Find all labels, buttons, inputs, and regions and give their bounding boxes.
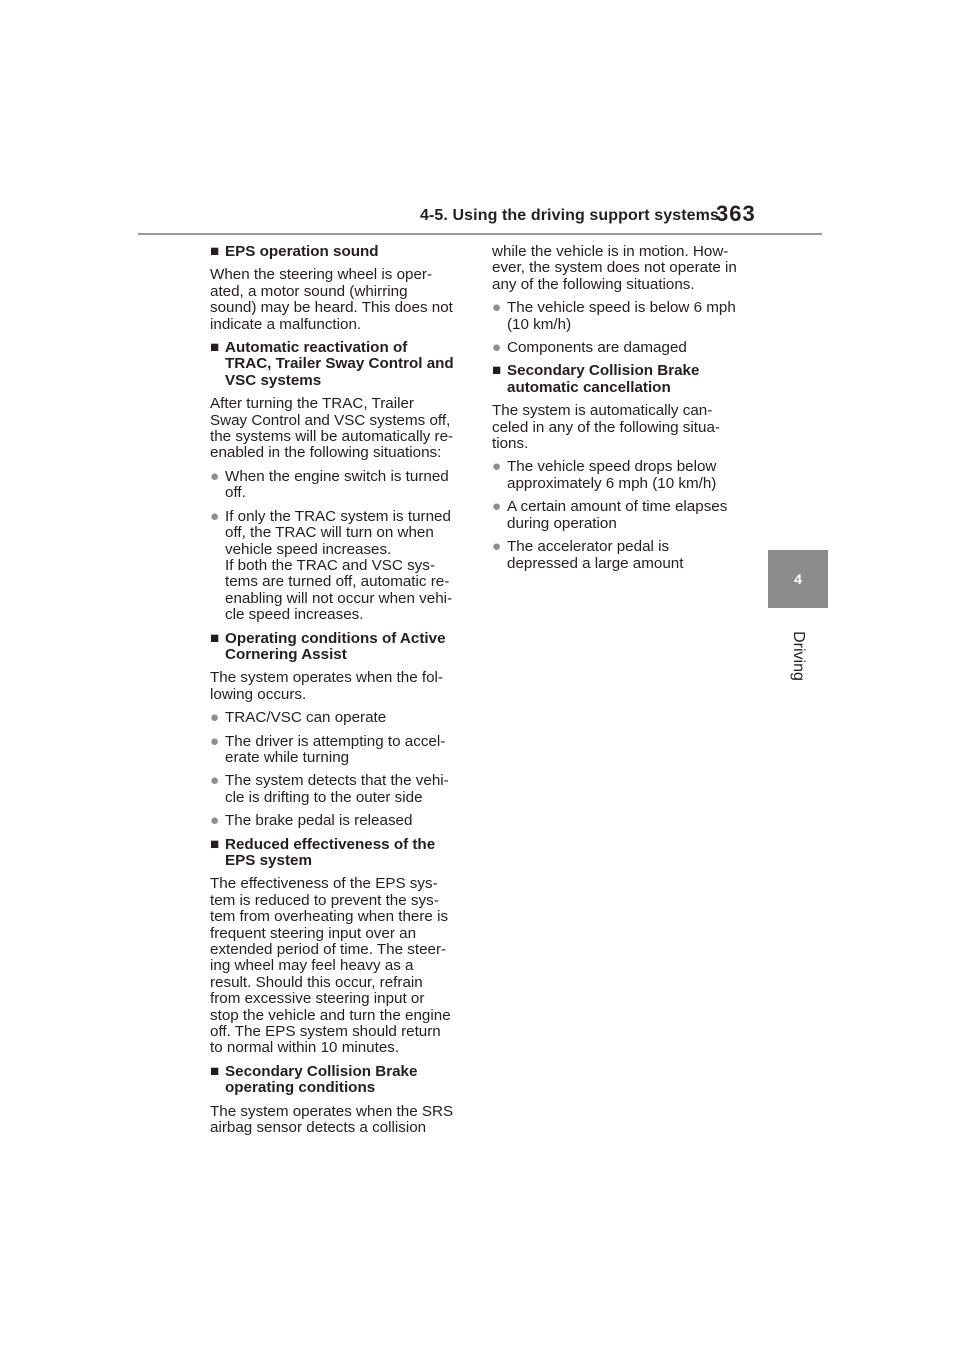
bullet-dot-icon: ● bbox=[492, 458, 502, 476]
bullet-dot-icon: ● bbox=[210, 467, 220, 485]
heading-automatic-reactivation: ■ Automatic reactivation of TRAC, Trailer Sway Control and VSC systems bbox=[210, 339, 454, 389]
list-item: ● TRAC/VSC can operate bbox=[210, 709, 387, 727]
list-item: ● Components are damaged bbox=[492, 339, 687, 357]
paragraph-secondary-collision-brake: The system operates when the SRS airbag sensor detects a collision bbox=[210, 1102, 454, 1137]
bullet-dot-icon: ● bbox=[492, 538, 502, 556]
heading-active-cornering-assist: ■ Operating conditions of Active Cornering Assist bbox=[210, 629, 446, 663]
bullet-dot-icon: ● bbox=[210, 772, 220, 790]
chapter-number: 4 bbox=[794, 571, 802, 587]
paragraph-reduced-effectiveness: The effectiveness of the EPS sys- tem is reduced to prevent the sys- tem from overheating when there is frequent steering input over an extended period of time. The steer- ing wheel may feel heavy as a result. Should this occur, refrain from excessive steering input or stop the vehicle and turn the engine off. The EPS system should return to normal within 10 minutes. bbox=[210, 875, 451, 1057]
paragraph-cancellation: The system is automatically can- celed in any of the following situa- tions. bbox=[492, 402, 720, 453]
heading-secondary-collision-brake-cancellation: ■ Secondary Collision Brake automatic cancellation bbox=[492, 362, 700, 396]
bullet-dot-icon: ● bbox=[492, 339, 502, 357]
bullet-dot-icon: ● bbox=[210, 709, 220, 727]
paragraph-continued: while the vehicle is in motion. How- ever, the system does not operate in any of the following situations. bbox=[492, 243, 737, 293]
list-item: ● If only the TRAC system is turned off, the TRAC will turn on when vehicle speed increases. If both the TRAC and VSC sys- tems are turned off, automatic re- enabling will not occur when vehi- cle speed increases. bbox=[210, 507, 453, 624]
bullet-dot-icon: ● bbox=[492, 498, 502, 516]
list-item: ● The system detects that the vehi- cle is drifting to the outer side bbox=[210, 772, 449, 806]
heading-square-icon: ■ bbox=[210, 835, 220, 853]
chapter-label: Driving bbox=[790, 631, 807, 681]
page-number: 363 bbox=[716, 201, 756, 226]
bullet-dot-icon: ● bbox=[210, 507, 220, 525]
list-item: ● A certain amount of time elapses during operation bbox=[492, 498, 728, 532]
bullet-dot-icon: ● bbox=[492, 299, 502, 317]
right-column bbox=[492, 244, 754, 579]
heading-square-icon: ■ bbox=[492, 362, 502, 380]
heading-square-icon: ■ bbox=[210, 1062, 220, 1080]
list-item: ● The brake pedal is released bbox=[210, 812, 413, 830]
heading-eps-operation-sound: ■ EPS operation sound bbox=[210, 243, 379, 260]
heading-square-icon: ■ bbox=[210, 339, 220, 357]
heading-square-icon: ■ bbox=[210, 243, 220, 260]
paragraph-eps-sound: When the steering wheel is oper- ated, a motor sound (whirring sound) may be heard. This does not indicate a malfunction. bbox=[210, 266, 453, 333]
paragraph-cornering-assist: The system operates when the fol- lowing occurs. bbox=[210, 669, 443, 703]
list-item: ● When the engine switch is turned off. bbox=[210, 467, 449, 502]
list-item: ● The vehicle speed is below 6 mph (10 km/h) bbox=[492, 299, 736, 333]
heading-secondary-collision-brake-operating: ■ Secondary Collision Brake operating conditions bbox=[210, 1062, 418, 1097]
heading-reduced-effectiveness: ■ Reduced effectiveness of the EPS system bbox=[210, 835, 436, 869]
list-item: ● The accelerator pedal is depressed a large amount bbox=[492, 538, 684, 572]
bullet-dot-icon: ● bbox=[210, 732, 220, 750]
bullet-dot-icon: ● bbox=[210, 812, 220, 830]
left-column bbox=[210, 244, 472, 1144]
header-rule bbox=[138, 233, 822, 235]
list-item: ● The vehicle speed drops below approximately 6 mph (10 km/h) bbox=[492, 458, 717, 492]
heading-square-icon: ■ bbox=[210, 629, 220, 647]
section-title: 4-5. Using the driving support systems bbox=[420, 207, 719, 224]
paragraph-reactivation: After turning the TRAC, Trailer Sway Control and VSC systems off, the systems will be automatically re- enabled in the following situations: bbox=[210, 395, 454, 462]
list-item: ● The driver is attempting to accel- erate while turning bbox=[210, 732, 446, 766]
chapter-tab bbox=[768, 550, 828, 608]
